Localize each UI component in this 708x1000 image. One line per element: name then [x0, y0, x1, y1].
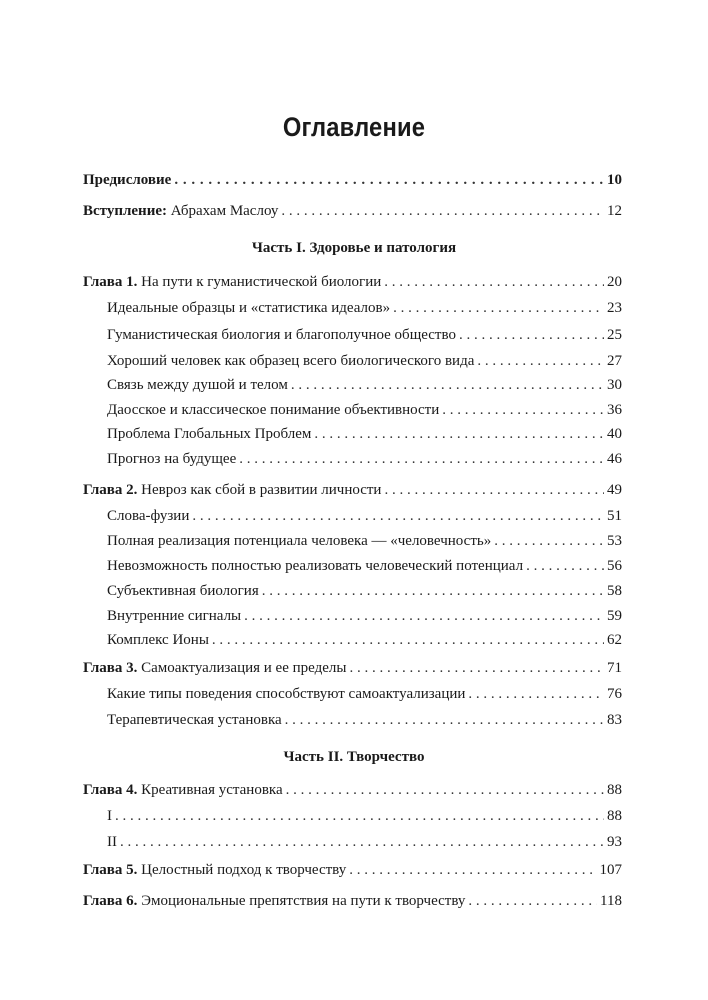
toc-entry[interactable] [83, 891, 622, 911]
page-number: 30 [607, 377, 622, 393]
entry-label: Невроз как сбой в развитии личности [137, 482, 382, 498]
entry-title [83, 170, 171, 190]
page-number: 49 [607, 482, 622, 498]
toc-subentry[interactable] [107, 581, 622, 601]
entry-label: Внутренние сигналы [107, 608, 242, 624]
entry-label: Хороший человек как образец всего биологического вида [107, 353, 475, 369]
page-number: 53 [607, 533, 622, 549]
entry-title [107, 832, 117, 852]
dot-leader [442, 400, 604, 420]
toc-subentry[interactable] [107, 710, 622, 730]
entry-label: II [107, 834, 117, 850]
page-number: 10 [607, 172, 622, 188]
toc-entry[interactable] [83, 272, 622, 292]
dot-leader [459, 325, 604, 345]
entry-label: Абрахам Маслоу [167, 203, 279, 219]
entry-label: Проблема Глобальных Проблем [107, 426, 312, 442]
page-number: 27 [607, 353, 622, 369]
entry-title [107, 710, 282, 730]
page-number: 88 [607, 782, 622, 798]
entry-title [107, 424, 311, 444]
dot-leader [349, 860, 596, 880]
page-number: 118 [600, 893, 622, 909]
entry-label: Креативная установка [137, 782, 283, 798]
page-number: 20 [607, 274, 622, 290]
dot-leader [239, 449, 604, 469]
dot-leader [314, 424, 604, 444]
dot-leader [291, 375, 604, 395]
page-number: 93 [607, 834, 622, 850]
page-number: 23 [607, 300, 622, 316]
entry-number: Глава 2. [83, 482, 138, 498]
entry-title [83, 480, 381, 500]
dot-leader [393, 298, 604, 318]
dot-leader [384, 480, 604, 500]
dot-leader [494, 531, 604, 551]
dot-leader [477, 351, 604, 371]
page-number: 46 [607, 451, 622, 467]
entry-label: Гуманистическая биология и благополучное общество [107, 327, 456, 343]
toc-subentry[interactable] [107, 556, 622, 576]
entry-label: На пути к гуманистической биологии [137, 274, 382, 290]
entry-label: Субъективная биология [107, 583, 259, 599]
toc-entry[interactable] [83, 860, 622, 880]
entry-label: Какие типы поведения способствуют самоактуализации [107, 686, 466, 702]
entry-title [107, 556, 523, 576]
entry-title [107, 449, 236, 469]
dot-leader [526, 556, 604, 576]
entry-title [83, 201, 278, 221]
dot-leader [212, 630, 604, 650]
entry-number: Глава 4. [83, 782, 138, 798]
entry-label: Невозможность полностью реализовать человеческий потенциал [107, 558, 524, 574]
page-number: 25 [607, 327, 622, 343]
part-heading: Часть I. Здоровье и патология [251, 240, 457, 256]
toc-entry[interactable] [83, 658, 622, 678]
entry-title [107, 400, 439, 420]
dot-leader [285, 710, 604, 730]
entry-title [83, 780, 283, 800]
dot-leader [468, 684, 604, 704]
entry-title [107, 531, 491, 551]
entry-title [107, 351, 474, 371]
entry-title [83, 860, 346, 880]
entry-label: Комплекс Ионы [107, 632, 209, 648]
entry-title [107, 506, 189, 526]
page-number: 51 [607, 508, 622, 524]
entry-number: Глава 3. [83, 660, 138, 676]
toc-entry[interactable] [83, 170, 622, 190]
entry-number: Вступление: [83, 203, 167, 219]
entry-label: Слова-фузии [107, 508, 190, 524]
entry-title [83, 658, 346, 678]
entry-label: Целостный подход к творчеству [137, 862, 347, 878]
dot-leader [281, 201, 604, 221]
page-number: 107 [599, 862, 622, 878]
entry-title [107, 581, 259, 601]
entry-label: Эмоциональные препятствия на пути к творчеству [137, 893, 466, 909]
entry-label: Самоактуализация и ее пределы [137, 660, 347, 676]
dot-leader [384, 272, 604, 292]
toc-subentry[interactable] [107, 684, 622, 704]
toc-subentry[interactable] [107, 375, 622, 395]
dot-leader [349, 658, 604, 678]
entry-label: Связь между душой и телом [107, 377, 288, 393]
part-heading: Часть II. Творчество [283, 749, 425, 765]
entry-number: Глава 5. [83, 862, 138, 878]
entry-title [107, 630, 209, 650]
entry-number: Глава 6. [83, 893, 138, 909]
dot-leader [244, 606, 604, 626]
page-number: 58 [607, 583, 622, 599]
toc-subentry[interactable] [107, 449, 622, 469]
page-number: 88 [607, 808, 622, 824]
entry-label: I [107, 808, 112, 824]
toc-entry[interactable] [83, 780, 622, 800]
entry-title [107, 375, 288, 395]
entry-title [107, 606, 241, 626]
dot-leader [262, 581, 604, 601]
entry-title [107, 684, 465, 704]
dot-leader [192, 506, 604, 526]
toc-entry[interactable] [83, 201, 622, 221]
entry-label: Даосское и классическое понимание объективности [107, 402, 440, 418]
toc-subentry[interactable] [107, 400, 622, 420]
dot-leader [115, 806, 604, 826]
page-number: 56 [607, 558, 622, 574]
page-number: 36 [607, 402, 622, 418]
entry-title [83, 272, 381, 292]
dot-leader [468, 891, 597, 911]
entry-title [83, 891, 465, 911]
entry-title [107, 806, 112, 826]
page-number: 83 [607, 712, 622, 728]
toc-subentry[interactable] [107, 832, 622, 852]
page-number: 62 [607, 632, 622, 648]
entry-title [107, 298, 390, 318]
page-title: Оглавление [282, 112, 426, 142]
entry-label: Терапевтическая установка [107, 712, 282, 728]
page-number: 40 [607, 426, 622, 442]
entry-number: Глава 1. [83, 274, 138, 290]
entry-title [107, 325, 456, 345]
entry-number: Предисловие [83, 172, 172, 188]
page-number: 76 [607, 686, 622, 702]
toc-subentry[interactable] [107, 325, 622, 345]
dot-leader [120, 832, 604, 852]
dot-leader [286, 780, 604, 800]
toc-subentry[interactable] [107, 806, 622, 826]
toc-entry[interactable] [83, 480, 622, 500]
toc-subentry[interactable] [107, 424, 622, 444]
page-number: 59 [607, 608, 622, 624]
toc-subentry[interactable] [107, 351, 622, 371]
page-number: 12 [607, 203, 622, 219]
entry-label: Идеальные образцы и «статистика идеалов» [107, 300, 391, 316]
entry-label: Прогноз на будущее [107, 451, 237, 467]
dot-leader [174, 170, 604, 190]
toc-subentry[interactable] [107, 531, 622, 551]
toc-subentry[interactable] [107, 506, 622, 526]
toc-subentry[interactable] [107, 298, 622, 318]
entry-label: Полная реализация потенциала человека — «человечность» [107, 533, 492, 549]
toc-subentry[interactable] [107, 630, 622, 650]
toc-subentry[interactable] [107, 606, 622, 626]
page-number: 71 [607, 660, 622, 676]
